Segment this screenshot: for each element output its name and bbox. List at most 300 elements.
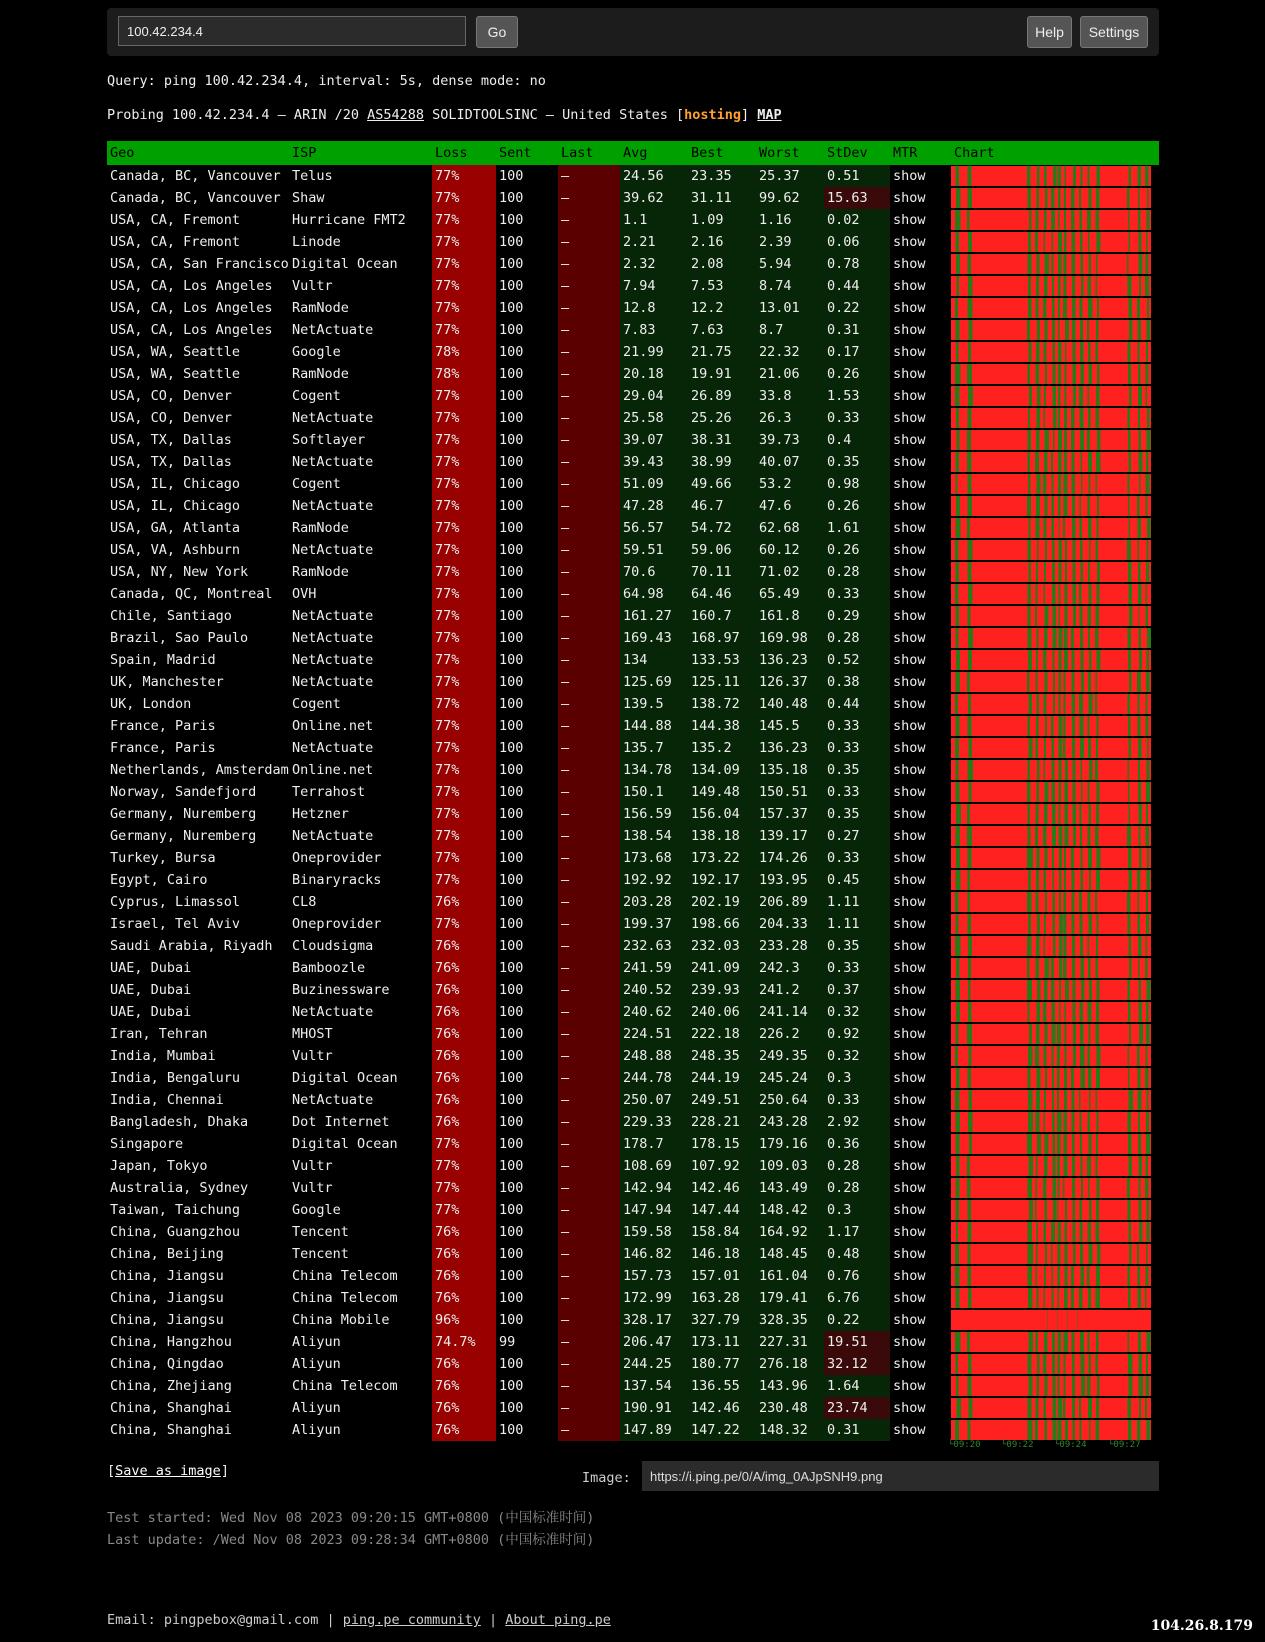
cell-sent: 100 (499, 718, 524, 734)
cell-avg: 51.09 (620, 473, 688, 495)
cell-avg: 29.04 (620, 385, 688, 407)
asn-link[interactable]: AS54288 (367, 107, 424, 123)
cell-mtr[interactable]: show (893, 806, 926, 822)
cell-loss: 77% (432, 517, 496, 539)
table-row (107, 935, 1159, 957)
cell-mtr[interactable]: show (893, 322, 926, 338)
cell-worst: 226.2 (756, 1023, 824, 1045)
cell-avg: 232.63 (620, 935, 688, 957)
query-line: Query: ping 100.42.234.4, interval: 5s, dense mode: no (107, 73, 546, 89)
cell-sent: 100 (499, 586, 524, 602)
cell-mtr[interactable]: show (893, 168, 926, 184)
cell-geo: Australia, Sydney (110, 1180, 249, 1196)
cell-loss: 77% (432, 869, 496, 891)
cell-best: 156.04 (688, 803, 756, 825)
table-row (107, 1023, 1159, 1045)
table-row (107, 671, 1159, 693)
cell-chart (951, 649, 1159, 671)
cell-stdev: 0.38 (824, 671, 890, 693)
table-row (107, 561, 1159, 583)
cell-mtr[interactable]: show (893, 1026, 926, 1042)
cell-worst: 206.89 (756, 891, 824, 913)
help-button[interactable]: Help (1027, 16, 1072, 48)
loss-chart-bar (951, 760, 1151, 780)
cell-avg: 56.57 (620, 517, 688, 539)
cell-mtr[interactable]: show (893, 674, 926, 690)
cell-avg: 39.62 (620, 187, 688, 209)
cell-best: 202.19 (688, 891, 756, 913)
cell-loss: 76% (432, 1089, 496, 1111)
cell-last: – (558, 803, 620, 825)
cell-sent: 100 (499, 432, 524, 448)
cell-stdev: 0.33 (824, 407, 890, 429)
cell-mtr[interactable]: show (893, 212, 926, 228)
cell-loss: 76% (432, 979, 496, 1001)
cell-mtr[interactable]: show (893, 1180, 926, 1196)
cell-last: – (558, 1045, 620, 1067)
cell-loss: 76% (432, 1023, 496, 1045)
table-row (107, 979, 1159, 1001)
cell-loss: 77% (432, 319, 496, 341)
cell-geo: Egypt, Cairo (110, 872, 208, 888)
loss-chart-bar (951, 738, 1151, 758)
query-input[interactable] (118, 16, 466, 46)
cell-stdev: 0.31 (824, 1419, 890, 1441)
cell-mtr[interactable]: show (893, 872, 926, 888)
table-row (107, 1067, 1159, 1089)
cell-chart (951, 1155, 1159, 1177)
cell-isp: Shaw (292, 190, 325, 206)
cell-isp: Aliyun (292, 1334, 341, 1350)
cell-avg: 224.51 (620, 1023, 688, 1045)
cell-geo: Israel, Tel Aviv (110, 916, 241, 932)
table-row (107, 319, 1159, 341)
cell-avg: 248.88 (620, 1045, 688, 1067)
about-link[interactable]: About ping.pe (505, 1612, 611, 1628)
cell-isp: Binaryracks (292, 872, 382, 888)
save-as-image-link[interactable]: Save as image (115, 1463, 221, 1479)
table-row (107, 385, 1159, 407)
cell-avg: 206.47 (620, 1331, 688, 1353)
cell-avg: 64.98 (620, 583, 688, 605)
loss-chart-bar (951, 870, 1151, 890)
cell-mtr[interactable]: show (893, 520, 926, 536)
cell-chart (951, 1397, 1159, 1419)
cell-chart (951, 429, 1159, 451)
table-row (107, 869, 1159, 891)
cell-avg: 108.69 (620, 1155, 688, 1177)
settings-button[interactable]: Settings (1080, 16, 1148, 48)
cell-loss: 77% (432, 737, 496, 759)
cell-mtr[interactable]: show (893, 1422, 926, 1438)
cell-mtr[interactable]: show (893, 476, 926, 492)
cell-mtr[interactable]: show (893, 982, 926, 998)
table-row (107, 187, 1159, 209)
cell-mtr[interactable]: show (893, 1290, 926, 1306)
column-header: Best (688, 141, 756, 165)
cell-chart (951, 297, 1159, 319)
cell-mtr[interactable]: show (893, 1158, 926, 1174)
cell-mtr[interactable]: show (893, 564, 926, 580)
cell-mtr[interactable]: show (893, 300, 926, 316)
cell-isp: NetActuate (292, 674, 374, 690)
cell-stdev: 0.33 (824, 781, 890, 803)
cell-stdev: 0.22 (824, 1309, 890, 1331)
cell-isp: NetActuate (292, 608, 374, 624)
cell-best: 149.48 (688, 781, 756, 803)
cell-mtr[interactable]: show (893, 894, 926, 910)
cell-geo: Canada, QC, Montreal (110, 586, 273, 602)
cell-chart (951, 1089, 1159, 1111)
cell-sent: 100 (499, 762, 524, 778)
cell-best: 157.01 (688, 1265, 756, 1287)
cell-sent: 100 (499, 388, 524, 404)
cell-last: – (558, 363, 620, 385)
cell-last: – (558, 781, 620, 803)
cell-worst: 71.02 (756, 561, 824, 583)
cell-chart (951, 495, 1159, 517)
cell-geo: Canada, BC, Vancouver (110, 190, 281, 206)
cell-best: 160.7 (688, 605, 756, 627)
cell-mtr[interactable]: show (893, 1334, 926, 1350)
cell-loss: 76% (432, 1287, 496, 1309)
cell-last: – (558, 275, 620, 297)
cell-mtr[interactable]: show (893, 960, 926, 976)
loss-chart-bar (951, 298, 1151, 318)
cell-last: – (558, 1419, 620, 1441)
cell-worst: 21.06 (756, 363, 824, 385)
cell-sent: 100 (499, 916, 524, 932)
cell-stdev: 23.74 (824, 1397, 890, 1419)
cell-best: 173.22 (688, 847, 756, 869)
cell-sent: 99 (499, 1334, 516, 1350)
cell-isp: CL8 (292, 894, 317, 910)
cell-worst: 126.37 (756, 671, 824, 693)
cell-isp: Cogent (292, 476, 341, 492)
table-row (107, 1419, 1159, 1441)
chart-time-tick: └09:20 (948, 1440, 981, 1450)
cell-worst: 276.18 (756, 1353, 824, 1375)
community-link[interactable]: ping.pe community (342, 1612, 481, 1628)
cell-chart (951, 583, 1159, 605)
go-button[interactable]: Go (476, 16, 518, 48)
cell-chart (951, 341, 1159, 363)
cell-avg: 244.78 (620, 1067, 688, 1089)
cell-stdev: 0.52 (824, 649, 890, 671)
cell-mtr[interactable]: show (893, 586, 926, 602)
cell-isp: Telus (292, 168, 333, 184)
loss-chart-bar (951, 1332, 1151, 1352)
cell-loss: 76% (432, 1243, 496, 1265)
cell-worst: 40.07 (756, 451, 824, 473)
loss-chart-bar (951, 606, 1151, 626)
cell-avg: 199.37 (620, 913, 688, 935)
cell-loss: 77% (432, 781, 496, 803)
cell-worst: 65.49 (756, 583, 824, 605)
cell-sent: 100 (499, 982, 524, 998)
cell-worst: 8.74 (756, 275, 824, 297)
cell-worst: 13.01 (756, 297, 824, 319)
cell-stdev: 0.44 (824, 693, 890, 715)
cell-loss: 76% (432, 957, 496, 979)
probing-middle: SOLIDTOOLSINC – United States [ (424, 107, 685, 123)
cell-loss: 77% (432, 803, 496, 825)
loss-chart-bar (951, 1244, 1151, 1264)
cell-best: 125.11 (688, 671, 756, 693)
cell-mtr[interactable]: show (893, 696, 926, 712)
cell-mtr[interactable]: show (893, 1114, 926, 1130)
cell-last: – (558, 209, 620, 231)
cell-sent: 100 (499, 256, 524, 272)
cell-sent: 100 (499, 1378, 524, 1394)
cell-chart (951, 1375, 1159, 1397)
loss-chart-bar (951, 848, 1151, 868)
cell-mtr[interactable]: show (893, 1312, 926, 1328)
cell-mtr[interactable]: show (893, 828, 926, 844)
cell-best: 232.03 (688, 935, 756, 957)
cell-stdev: 0.51 (824, 165, 890, 187)
cell-last: – (558, 913, 620, 935)
cell-chart (951, 187, 1159, 209)
cell-best: 70.11 (688, 561, 756, 583)
cell-isp: Cogent (292, 388, 341, 404)
cell-sent: 100 (499, 542, 524, 558)
cell-best: 168.97 (688, 627, 756, 649)
cell-best: 146.18 (688, 1243, 756, 1265)
cell-sent: 100 (499, 410, 524, 426)
cell-last: – (558, 1177, 620, 1199)
cell-isp: NetActuate (292, 1004, 374, 1020)
loss-chart-bar (951, 364, 1151, 384)
cell-mtr[interactable]: show (893, 344, 926, 360)
loss-chart-bar (951, 386, 1151, 406)
cell-mtr[interactable]: show (893, 718, 926, 734)
cell-sent: 100 (499, 1026, 524, 1042)
chart-time-axis (948, 1440, 1153, 1454)
cell-chart (951, 1177, 1159, 1199)
table-row (107, 1199, 1159, 1221)
cell-mtr[interactable]: show (893, 652, 926, 668)
table-row (107, 847, 1159, 869)
cell-worst: 109.03 (756, 1155, 824, 1177)
cell-sent: 100 (499, 1312, 524, 1328)
cell-avg: 139.5 (620, 693, 688, 715)
cell-loss: 76% (432, 1045, 496, 1067)
table-row (107, 539, 1159, 561)
cell-mtr[interactable]: show (893, 234, 926, 250)
cell-worst: 328.35 (756, 1309, 824, 1331)
cell-last: – (558, 187, 620, 209)
loss-chart-bar (951, 958, 1151, 978)
cell-worst: 161.04 (756, 1265, 824, 1287)
cell-mtr[interactable]: show (893, 1400, 926, 1416)
cell-mtr[interactable]: show (893, 1136, 926, 1152)
loss-chart-bar (951, 166, 1151, 186)
cell-geo: Japan, Tokyo (110, 1158, 208, 1174)
cell-best: 2.16 (688, 231, 756, 253)
cell-worst: 245.24 (756, 1067, 824, 1089)
cell-chart (951, 737, 1159, 759)
cell-last: – (558, 517, 620, 539)
table-row (107, 605, 1159, 627)
cell-avg: 203.28 (620, 891, 688, 913)
loss-chart-bar (951, 232, 1151, 252)
cell-stdev: 0.29 (824, 605, 890, 627)
cell-loss: 78% (432, 363, 496, 385)
column-header: MTR (890, 141, 951, 165)
cell-mtr[interactable]: show (893, 388, 926, 404)
cell-chart (951, 1287, 1159, 1309)
cell-worst: 140.48 (756, 693, 824, 715)
cell-loss: 77% (432, 605, 496, 627)
cell-best: 173.11 (688, 1331, 756, 1353)
cell-avg: 47.28 (620, 495, 688, 517)
cell-isp: NetActuate (292, 322, 374, 338)
cell-mtr[interactable]: show (893, 1048, 926, 1064)
cell-last: – (558, 935, 620, 957)
cell-last: – (558, 1155, 620, 1177)
cell-last: – (558, 539, 620, 561)
cell-worst: 233.28 (756, 935, 824, 957)
map-link[interactable]: MAP (757, 107, 782, 123)
cell-best: 12.2 (688, 297, 756, 319)
cell-mtr[interactable]: show (893, 1004, 926, 1020)
cell-isp: China Telecom (292, 1290, 398, 1306)
cell-geo: India, Chennai (110, 1092, 224, 1108)
cell-isp: Oneprovider (292, 916, 382, 932)
cell-worst: 22.32 (756, 341, 824, 363)
cell-best: 239.93 (688, 979, 756, 1001)
cell-avg: 144.88 (620, 715, 688, 737)
cell-sent: 100 (499, 894, 524, 910)
cell-worst: 1.16 (756, 209, 824, 231)
cell-best: 178.15 (688, 1133, 756, 1155)
cell-stdev: 0.45 (824, 869, 890, 891)
cell-sent: 100 (499, 1202, 524, 1218)
cell-mtr[interactable]: show (893, 278, 926, 294)
cell-chart (951, 847, 1159, 869)
cell-sent: 100 (499, 960, 524, 976)
cell-worst: 8.7 (756, 319, 824, 341)
cell-mtr[interactable]: show (893, 1202, 926, 1218)
cell-sent: 100 (499, 1422, 524, 1438)
cell-best: 59.06 (688, 539, 756, 561)
cell-worst: 148.45 (756, 1243, 824, 1265)
cell-stdev: 1.64 (824, 1375, 890, 1397)
table-row (107, 781, 1159, 803)
cell-mtr[interactable]: show (893, 1378, 926, 1394)
cell-mtr[interactable]: show (893, 498, 926, 514)
cell-geo: Netherlands, Amsterdam (110, 762, 289, 778)
image-url-field[interactable] (642, 1461, 1159, 1491)
cell-mtr[interactable]: show (893, 542, 926, 558)
cell-mtr[interactable]: show (893, 366, 926, 382)
cell-geo: USA, GA, Atlanta (110, 520, 241, 536)
cell-best: 133.53 (688, 649, 756, 671)
cell-geo: USA, CO, Denver (110, 388, 232, 404)
cell-mtr[interactable]: show (893, 938, 926, 954)
cell-isp: NetActuate (292, 454, 374, 470)
cell-best: 49.66 (688, 473, 756, 495)
loss-chart-bar (951, 1090, 1151, 1110)
cell-loss: 77% (432, 825, 496, 847)
cell-sent: 100 (499, 696, 524, 712)
loss-chart-bar (951, 408, 1151, 428)
cell-chart (951, 979, 1159, 1001)
cell-chart (951, 209, 1159, 231)
cell-loss: 77% (432, 1177, 496, 1199)
cell-worst: 148.32 (756, 1419, 824, 1441)
probing-line (107, 107, 782, 123)
cell-last: – (558, 473, 620, 495)
cell-last: – (558, 605, 620, 627)
cell-last: – (558, 385, 620, 407)
cell-best: 64.46 (688, 583, 756, 605)
cell-mtr[interactable]: show (893, 1356, 926, 1372)
cell-sent: 100 (499, 608, 524, 624)
cell-mtr[interactable]: show (893, 608, 926, 624)
cell-last: – (558, 165, 620, 187)
cell-loss: 77% (432, 913, 496, 935)
cell-avg: 138.54 (620, 825, 688, 847)
cell-mtr[interactable]: show (893, 1070, 926, 1086)
cell-sent: 100 (499, 828, 524, 844)
cell-mtr[interactable]: show (893, 850, 926, 866)
cell-best: 26.89 (688, 385, 756, 407)
cell-loss: 77% (432, 759, 496, 781)
cell-avg: 12.8 (620, 297, 688, 319)
cell-isp: Aliyun (292, 1422, 341, 1438)
cell-mtr[interactable]: show (893, 454, 926, 470)
cell-stdev: 0.22 (824, 297, 890, 319)
cell-sent: 100 (499, 1048, 524, 1064)
cell-mtr[interactable]: show (893, 432, 926, 448)
cell-mtr[interactable]: show (893, 410, 926, 426)
cell-worst: 53.2 (756, 473, 824, 495)
cell-loss: 76% (432, 1001, 496, 1023)
cell-mtr[interactable]: show (893, 630, 926, 646)
cell-mtr[interactable]: show (893, 190, 926, 206)
cell-mtr[interactable]: show (893, 1092, 926, 1108)
cell-sent: 100 (499, 630, 524, 646)
cell-mtr[interactable]: show (893, 256, 926, 272)
cell-last: – (558, 1111, 620, 1133)
cell-mtr[interactable]: show (893, 784, 926, 800)
cell-mtr[interactable]: show (893, 916, 926, 932)
cell-isp: Digital Ocean (292, 1070, 398, 1086)
cell-loss: 76% (432, 1221, 496, 1243)
cell-last: – (558, 825, 620, 847)
cell-mtr[interactable]: show (893, 762, 926, 778)
cell-stdev: 0.36 (824, 1133, 890, 1155)
cell-mtr[interactable]: show (893, 1224, 926, 1240)
cell-worst: 135.18 (756, 759, 824, 781)
cell-mtr[interactable]: show (893, 1246, 926, 1262)
cell-mtr[interactable]: show (893, 740, 926, 756)
column-header: Geo (107, 141, 289, 165)
cell-chart (951, 693, 1159, 715)
cell-stdev: 0.27 (824, 825, 890, 847)
cell-isp: Cloudsigma (292, 938, 374, 954)
cell-loss: 76% (432, 935, 496, 957)
loss-chart-bar (951, 1266, 1151, 1286)
cell-chart (951, 561, 1159, 583)
cell-avg: 2.32 (620, 253, 688, 275)
cell-chart (951, 275, 1159, 297)
cell-mtr[interactable]: show (893, 1268, 926, 1284)
table-row (107, 957, 1159, 979)
loss-chart-bar (951, 826, 1151, 846)
